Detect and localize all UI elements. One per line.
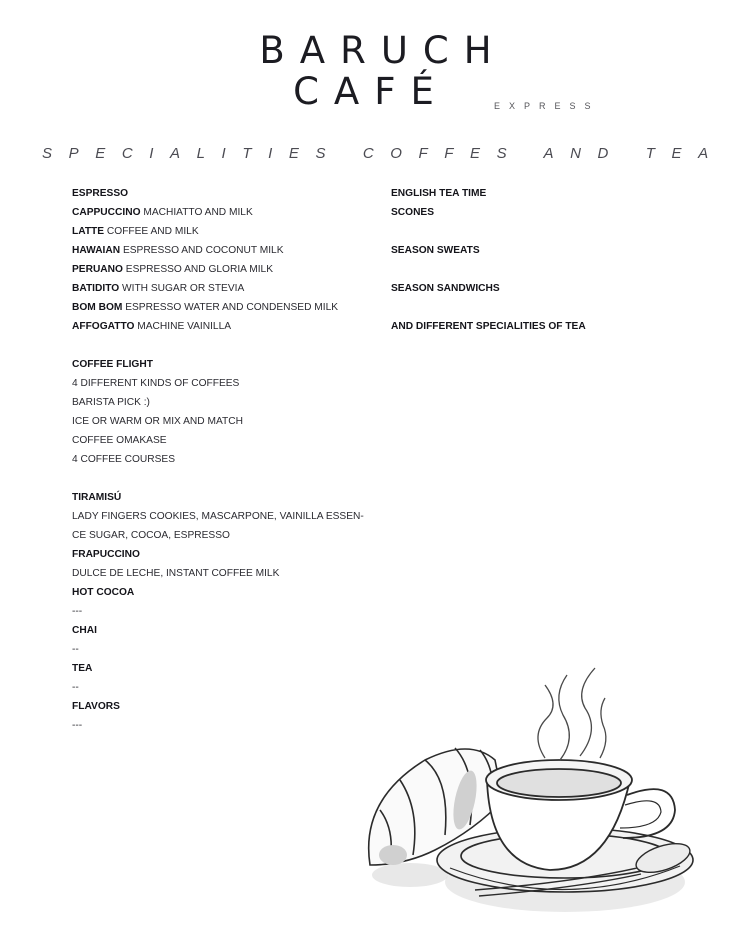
left-menu-item <box>72 393 372 412</box>
left-menu-item <box>72 412 372 431</box>
brand-name-line2: CAFÉ <box>293 70 449 113</box>
menu-item-description: --- <box>72 606 83 617</box>
menu-left-column <box>72 184 372 735</box>
menu-item-name: CHAI <box>72 625 97 636</box>
left-menu-item <box>72 507 372 526</box>
right-spacer <box>391 222 711 241</box>
left-menu-item <box>72 317 372 336</box>
left-spacer <box>72 336 372 355</box>
menu-item-description: ICE OR WARM OR MIX AND MATCH <box>72 416 243 427</box>
left-menu-item <box>72 355 372 374</box>
menu-item-name: LATTE <box>72 226 105 237</box>
menu-item-description: COFFEE OMAKASE <box>72 435 167 446</box>
right-menu-item <box>391 184 711 203</box>
left-menu-item <box>72 602 372 621</box>
menu-right-column <box>391 184 711 336</box>
menu-item-description: LADY FINGERS COOKIES, MASCARPONE, VAINILLA ESSEN- <box>72 511 364 522</box>
left-spacer <box>72 469 372 488</box>
left-menu-item <box>72 184 372 203</box>
menu-item-name: SEASON SANDWICHS <box>391 283 500 294</box>
menu-item-description: --- <box>72 720 83 731</box>
left-menu-item <box>72 716 372 735</box>
menu-item-description: DULCE DE LECHE, INSTANT COFFEE MILK <box>72 568 280 579</box>
menu-item-description: MACHIATTO AND MILK <box>140 207 253 218</box>
left-menu-item <box>72 583 372 602</box>
left-menu-item <box>72 374 372 393</box>
menu-item-name: BOM BOM <box>72 302 123 313</box>
menu-item-description: 4 DIFFERENT KINDS OF COFFEES <box>72 378 240 389</box>
brand-name-line1: BARUCH <box>259 29 507 72</box>
right-menu-item <box>391 279 711 298</box>
menu-item-description: WITH SUGAR OR STEVIA <box>119 283 245 294</box>
menu-item-name: ESPRESSO <box>72 188 129 199</box>
left-menu-item <box>72 279 372 298</box>
left-menu-item <box>72 488 372 507</box>
left-menu-item <box>72 659 372 678</box>
left-menu-item <box>72 203 372 222</box>
right-menu-item <box>391 241 711 260</box>
menu-item-description: ESPRESSO AND COCONUT MILK <box>120 245 284 256</box>
menu-item-description: ESPRESSO AND GLORIA MILK <box>122 264 273 275</box>
menu-subtitle: SPECIALITIES COFFES AND TEA <box>42 145 725 162</box>
left-menu-item <box>72 260 372 279</box>
left-menu-item <box>72 298 372 317</box>
menu-item-description: ESPRESSO WATER AND CONDENSED MILK <box>122 302 339 313</box>
menu-item-name: SEASON SWEATS <box>391 245 480 256</box>
left-menu-item <box>72 678 372 697</box>
brand-tagline: EXPRESS <box>494 101 600 111</box>
left-menu-item <box>72 545 372 564</box>
left-menu-item <box>72 241 372 260</box>
menu-item-name: ENGLISH TEA TIME <box>391 188 487 199</box>
menu-item-name: PERUANO <box>72 264 123 275</box>
right-spacer <box>391 260 711 279</box>
menu-item-description: -- <box>72 682 79 693</box>
right-menu-item <box>391 317 711 336</box>
menu-item-name: TEA <box>72 663 93 674</box>
left-menu-item <box>72 222 372 241</box>
menu-item-name: AFFOGATTO <box>72 321 135 332</box>
left-menu-item <box>72 526 372 545</box>
menu-item-name: CAPPUCCINO <box>72 207 141 218</box>
menu-item-description: COFFEE AND MILK <box>104 226 199 237</box>
right-menu-item <box>391 203 711 222</box>
right-spacer <box>391 298 711 317</box>
croissant-and-coffee-cup-sketch-icon <box>355 660 705 930</box>
menu-item-description: BARISTA PICK :) <box>72 397 150 408</box>
menu-item-name: TIRAMISÚ <box>72 492 122 503</box>
left-menu-item <box>72 640 372 659</box>
left-menu-item <box>72 431 372 450</box>
menu-item-name: COFFEE FLIGHT <box>72 359 153 370</box>
menu-item-name: BATIDITO <box>72 283 120 294</box>
left-menu-item <box>72 621 372 640</box>
menu-item-description: -- <box>72 644 79 655</box>
menu-item-name: FRAPUCCINO <box>72 549 140 560</box>
menu-item-name: AND DIFFERENT SPECIALITIES OF TEA <box>391 321 586 332</box>
menu-item-name: HOT COCOA <box>72 587 135 598</box>
menu-item-name: FLAVORS <box>72 701 120 712</box>
menu-item-description: MACHINE VAINILLA <box>134 321 232 332</box>
left-menu-item <box>72 697 372 716</box>
left-menu-item <box>72 450 372 469</box>
menu-item-description: 4 COFFEE COURSES <box>72 454 176 465</box>
left-menu-item <box>72 564 372 583</box>
menu-item-name: SCONES <box>391 207 435 218</box>
menu-item-description: CE SUGAR, COCOA, ESPRESSO <box>72 530 230 541</box>
menu-item-name: HAWAIAN <box>72 245 121 256</box>
